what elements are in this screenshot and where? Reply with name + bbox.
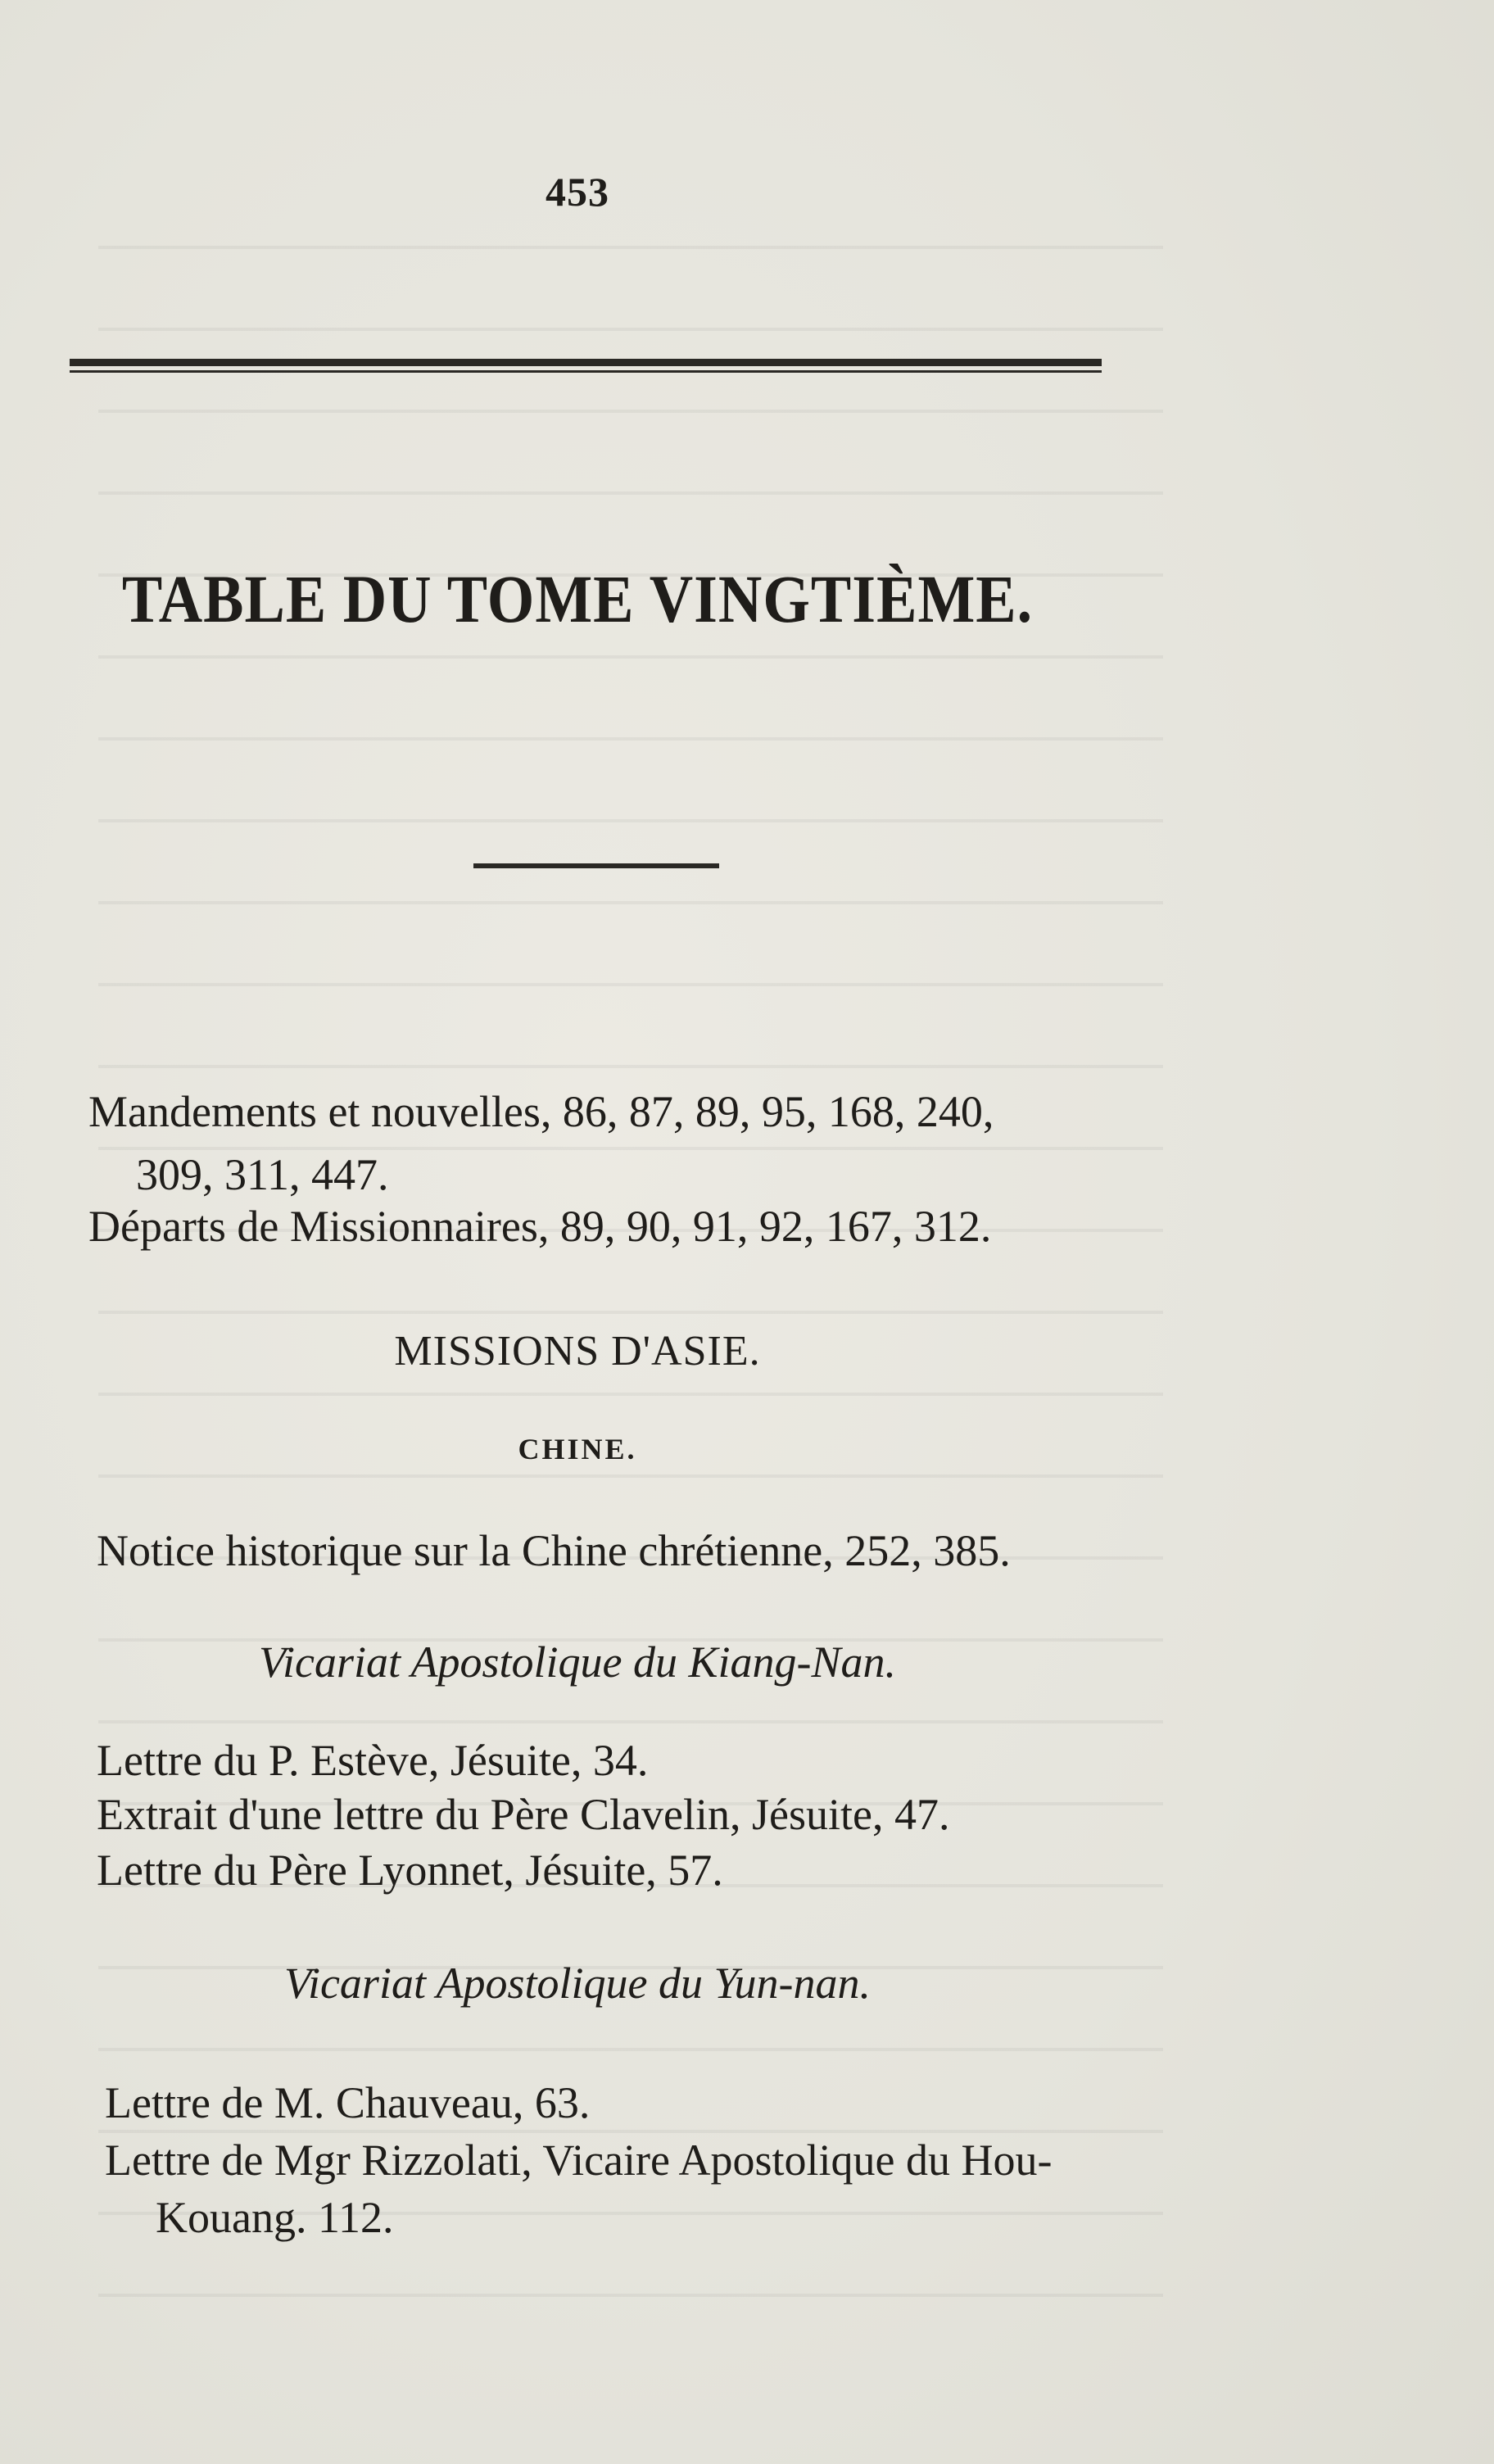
entry-esteve: Lettre du P. Estève, Jésuite, 34. xyxy=(97,1736,649,1785)
subheading-chine: CHINE. xyxy=(518,1433,637,1465)
entry-clavelin: Extrait d'une lettre du Père Clavelin, Jésuite, 47. xyxy=(97,1790,950,1839)
page-number: 453 xyxy=(546,169,609,215)
vicariat-heading-kiang-nan: Vicariat Apostolique du Kiang-Nan. xyxy=(259,1637,896,1687)
entry-chauveau: Lettre de M. Chauveau, 63. xyxy=(105,2078,591,2127)
entry-rizzolati-line2: Kouang. 112. xyxy=(156,2193,394,2242)
short-rule-divider xyxy=(473,863,719,868)
section-heading-missions-asie: MISSIONS D'ASIE. xyxy=(394,1328,761,1375)
entry-mandements-line1: Mandements et nouvelles, 86, 87, 89, 95, 168, 240, xyxy=(88,1087,994,1136)
entry-mandements-line2: 309, 311, 447. xyxy=(136,1150,389,1199)
entry-departs: Départs de Missionnaires, 89, 90, 91, 92, 167, 312. xyxy=(88,1202,992,1251)
double-rule-divider xyxy=(70,359,1102,377)
vicariat-heading-yun-nan: Vicariat Apostolique du Yun-nan. xyxy=(283,1959,872,2008)
page-title: TABLE DU TOME VINGTIÈME. xyxy=(121,562,1034,637)
entry-rizzolati-line1: Lettre de Mgr Rizzolati, Vicaire Apostolique du Hou- xyxy=(105,2136,1053,2185)
entry-notice-historique: Notice historique sur la Chine chrétienne, 252, 385. xyxy=(97,1526,1011,1575)
entry-lyonnet: Lettre du Père Lyonnet, Jésuite, 57. xyxy=(97,1846,723,1895)
